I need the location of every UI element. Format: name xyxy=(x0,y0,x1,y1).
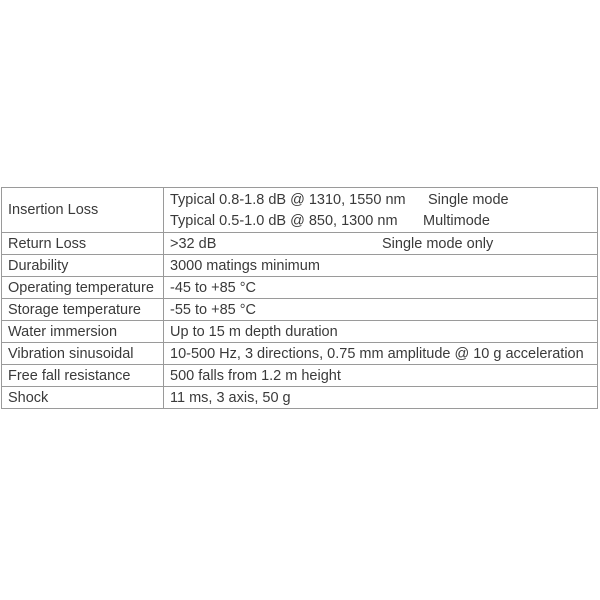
return-loss-value: >32 dB xyxy=(170,235,217,252)
row-label: Vibration sinusoidal xyxy=(2,343,164,365)
row-value xyxy=(164,233,598,255)
insertion-loss-multimode-value: Typical 0.5-1.0 dB @ 850, 1300 nm xyxy=(170,212,398,229)
row-value: Up to 15 m depth duration xyxy=(164,321,598,343)
table-row-free-fall-resistance xyxy=(2,365,598,387)
table-row-durability xyxy=(2,255,598,277)
value-line xyxy=(170,189,591,210)
row-label: Storage temperature xyxy=(2,299,164,321)
row-label: Insertion Loss xyxy=(2,188,164,233)
table-row-water-immersion xyxy=(2,321,598,343)
specifications-table xyxy=(1,187,598,409)
table-row-vibration-sinusoidal xyxy=(2,343,598,365)
row-label: Operating temperature xyxy=(2,277,164,299)
value-line xyxy=(170,233,591,254)
table-row-shock xyxy=(2,387,598,409)
row-value: -55 to +85 °C xyxy=(164,299,598,321)
row-value: -45 to +85 °C xyxy=(164,277,598,299)
row-label: Shock xyxy=(2,387,164,409)
table-row-insertion-loss xyxy=(2,188,598,233)
row-label: Durability xyxy=(2,255,164,277)
insertion-loss-single-mode-value: Typical 0.8-1.8 dB @ 1310, 1550 nm xyxy=(170,191,406,208)
row-label: Free fall resistance xyxy=(2,365,164,387)
row-value: 3000 matings minimum xyxy=(164,255,598,277)
row-label: Return Loss xyxy=(2,233,164,255)
table-row-return-loss xyxy=(2,233,598,255)
insertion-loss-single-mode-note: Single mode xyxy=(428,191,509,208)
table-row-storage-temperature xyxy=(2,299,598,321)
row-value xyxy=(164,188,598,233)
row-value: 500 falls from 1.2 m height xyxy=(164,365,598,387)
row-value: 11 ms, 3 axis, 50 g xyxy=(164,387,598,409)
value-line xyxy=(170,210,591,231)
return-loss-note: Single mode only xyxy=(382,235,494,252)
insertion-loss-multimode-note: Multimode xyxy=(423,212,490,229)
row-label: Water immersion xyxy=(2,321,164,343)
row-value: 10-500 Hz, 3 directions, 0.75 mm amplitude @ 10 g acceleration xyxy=(164,343,598,365)
table-row-operating-temperature xyxy=(2,277,598,299)
